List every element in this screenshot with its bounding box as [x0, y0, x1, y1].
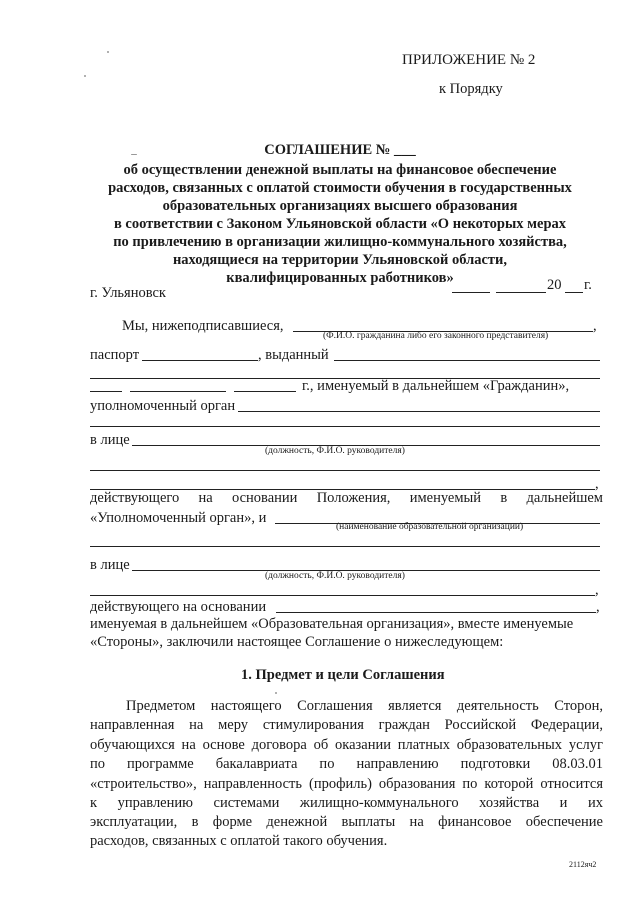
education-org-hint: (наименование образовательной организации): [336, 522, 524, 532]
footer-code: 2112яч2: [569, 860, 597, 869]
title-line-2: расходов, связанных с оплатой стоимости обучения в государственных: [108, 180, 572, 196]
issue-year-line[interactable]: [234, 391, 296, 392]
comma: ,: [593, 318, 597, 334]
para-line-1: Предметом настоящего Соглашения является деятельность Сторон,: [126, 698, 603, 714]
comma-3: ,: [595, 582, 599, 598]
to-order-label: к Порядку: [439, 81, 503, 97]
scan-speck: [107, 51, 109, 53]
issued-label: , выданный: [258, 347, 329, 363]
title-line-5: по привлечению в организации жилищно-коммунального хозяйства,: [113, 234, 567, 250]
passport-issuer-line[interactable]: [334, 360, 600, 361]
in-person-label: в лице: [90, 432, 130, 448]
title-line-6: находящиеся на территории Ульяновской области,: [172, 252, 508, 268]
title-line-3: образовательных организациях высшего образования: [162, 198, 518, 214]
city-label: г. Ульяновск: [90, 285, 166, 301]
head-position-hint: (должность, Ф.И.О. руководителя): [265, 446, 405, 456]
in-person-label-2: в лице: [90, 557, 130, 573]
authorized-body-line-2[interactable]: [90, 426, 600, 427]
passport-number-line[interactable]: [142, 360, 258, 361]
authorized-body-label: уполномоченный орган: [90, 398, 236, 414]
we-undersigned-label: Мы, нижеподписавшиеся,: [122, 318, 284, 334]
title-line-7: квалифицированных работников»: [226, 270, 454, 286]
agreement-title-block: [80, 141, 600, 287]
acting-word-6: в: [500, 490, 508, 506]
agreement-heading: СОГЛАШЕНИЕ № ___: [264, 142, 416, 158]
year-suffix: г.: [584, 277, 592, 293]
citizen-name-hint: (Ф.И.О. гражданина либо его законного представителя): [323, 331, 549, 341]
title-line-1: об осуществлении денежной выплаты на финансовое обеспечение: [123, 162, 557, 178]
acting-word-1: действующего: [90, 490, 180, 506]
comma-2: ,: [595, 476, 599, 492]
auth-named-label: «Уполномоченный орган», и: [90, 510, 267, 526]
para-line-3: обучающихся на основе договора об оказании платных образовательных услуг: [90, 737, 603, 753]
para-line-5: «строительство», направленность (профиль) образования по которой относится: [90, 776, 603, 792]
education-org-line-2[interactable]: [90, 546, 600, 547]
date-month-line[interactable]: [496, 292, 546, 293]
para-line-8: расходов, связанных с оплатой такого обучения.: [90, 833, 388, 849]
head-position-line-2[interactable]: [90, 470, 600, 471]
acting-word-3: основании: [231, 490, 298, 506]
head-position-line-org-2[interactable]: [90, 595, 595, 596]
org-named-label: именуемая в дальнейшем «Образовательная организация», вместе именуемые: [90, 616, 574, 632]
appendix-label: ПРИЛОЖЕНИЕ № 2: [402, 52, 536, 68]
para-line-2: направленная на меру стимулирования граждан Российской Федерации,: [90, 717, 603, 733]
acting-word-4: Положения,: [316, 490, 391, 506]
acting-word-2: на: [198, 490, 213, 506]
scan-speck: [275, 692, 277, 694]
parties-concluded-label: «Стороны», заключили настоящее Соглашение о нижеследующем:: [90, 634, 504, 650]
acting-basis-label: действующего на основании: [90, 599, 267, 615]
para-line-6: к управлению системами жилищно-коммунального хозяйства и их: [90, 795, 603, 811]
section-1-heading: 1. Предмет и цели Соглашения: [241, 667, 445, 683]
para-line-4: по программе бакалавриата по направлению подготовки 08.03.01: [90, 756, 603, 772]
acting-basis-regulations-line: [90, 489, 603, 508]
date-year-line[interactable]: [565, 292, 583, 293]
para-line-7: эксплуатации, в форме денежной выплаты на финансовое обеспечение: [90, 814, 603, 830]
year-prefix: 20: [547, 277, 562, 293]
citizen-named-label: г., именуемый в дальнейшем «Гражданин»,: [302, 378, 570, 394]
passport-label: паспорт: [90, 347, 140, 363]
comma-4: ,: [596, 599, 600, 615]
scan-speck: [84, 75, 86, 77]
acting-basis-line[interactable]: [276, 612, 596, 613]
acting-word-7: дальнейшем: [526, 490, 603, 506]
scan-speck: [131, 154, 137, 155]
acting-word-5: именуемый: [409, 490, 482, 506]
issue-day-line[interactable]: [90, 391, 122, 392]
issue-month-line[interactable]: [130, 391, 226, 392]
authorized-body-line[interactable]: [238, 411, 600, 412]
title-line-4: в соответствии с Законом Ульяновской области «О некоторых мерах: [113, 216, 567, 232]
head-position-hint-2: (должность, Ф.И.О. руководителя): [265, 571, 405, 581]
date-day-line[interactable]: [452, 292, 490, 293]
